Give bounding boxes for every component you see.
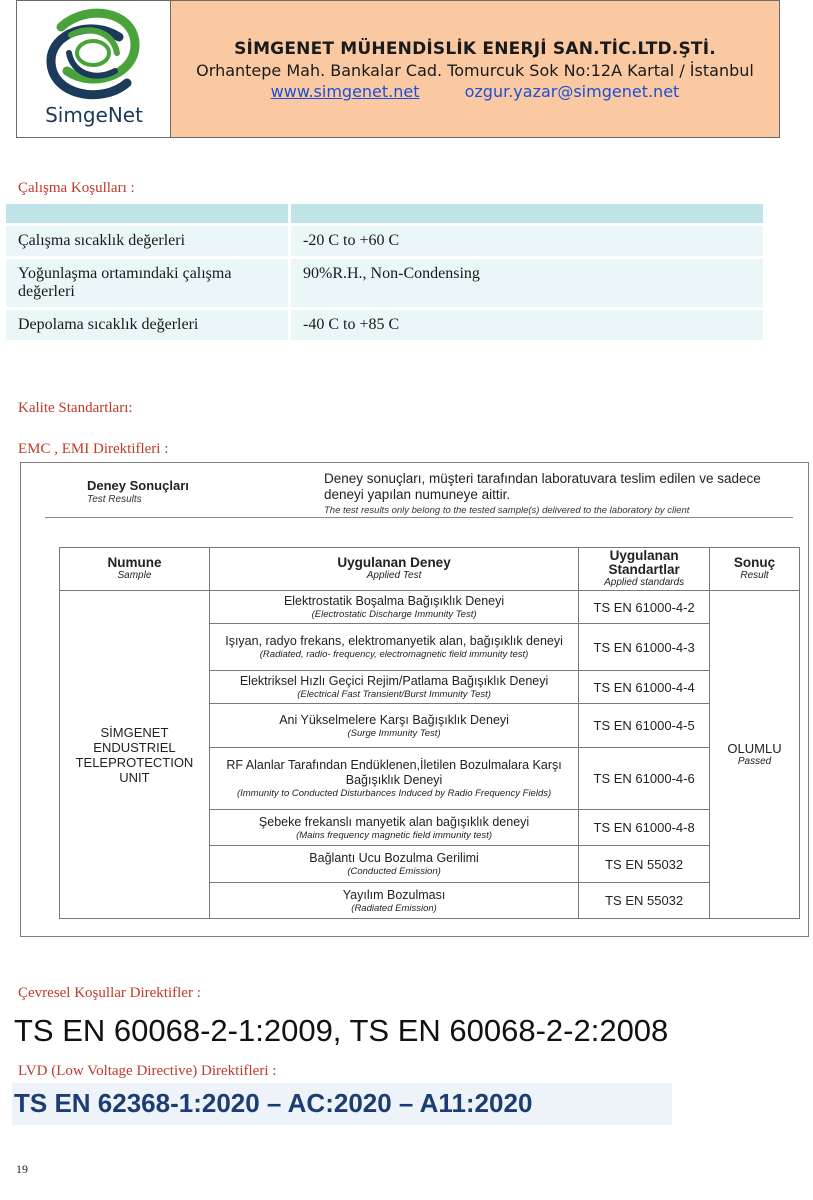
condition-label: Depolama sıcaklık değerleri	[6, 310, 291, 343]
standard-code: TS EN 61000-4-6	[579, 748, 710, 810]
working-conditions-table	[6, 204, 763, 343]
table-row	[6, 226, 763, 259]
environmental-heading: Çevresel Koşullar Direktifler :	[18, 985, 201, 1001]
email-link[interactable]: ozgur.yazar@simgenet.net	[464, 82, 680, 101]
test-results-panel	[20, 462, 809, 937]
logo-text: SimgeNet	[45, 103, 143, 127]
test-name: Bağlantı Ucu Bozulma Gerilimi (Conducted Emission)	[209, 846, 578, 883]
results-title: Deney Sonuçları	[87, 478, 189, 493]
results-subtitle: Test Results	[87, 494, 142, 505]
standard-code: TS EN 61000-4-8	[579, 810, 710, 846]
standard-code: TS EN 61000-4-5	[579, 704, 710, 748]
table-header-band	[6, 204, 763, 226]
result-cell: OLUMLU Passed	[710, 591, 800, 919]
test-name: Elektrostatik Boşalma Bağışıklık Deneyi (Electrostatic Discharge Immunity Test)	[209, 591, 578, 624]
standard-code: TS EN 61000-4-2	[579, 591, 710, 624]
results-description-en: The test results only belong to the tested sample(s) delivered to the laboratory by client	[324, 505, 690, 516]
condition-label: Çalışma sıcaklık değerleri	[6, 226, 291, 259]
col-sample: Numune Sample	[60, 548, 210, 591]
test-name: Şebeke frekanslı manyetik alan bağışıklık deneyi (Mains frequency magnetic field immunity test)	[209, 810, 578, 846]
logo-cell	[17, 1, 171, 137]
applied-tests-table	[59, 547, 800, 919]
company-links	[171, 82, 779, 101]
col-result: Sonuç Result	[710, 548, 800, 591]
lvd-heading: LVD (Low Voltage Directive) Direktifleri :	[18, 1063, 277, 1079]
condition-value: -20 C to +60 C	[291, 226, 763, 259]
emc-heading: EMC , EMI Direktifleri :	[18, 441, 169, 457]
test-name: Işıyan, radyo frekans, elektromanyetik alan, bağışıklık deneyi (Radiated, radio- frequency, electromagnetic field immunity test)	[209, 624, 578, 671]
col-standard: Uygulanan Standartlar Applied standards	[579, 548, 710, 591]
company-info	[171, 1, 779, 137]
standard-code: TS EN 55032	[579, 883, 710, 919]
condition-value: -40 C to +85 C	[291, 310, 763, 343]
condition-value: 90%R.H., Non-Condensing	[291, 259, 763, 310]
condition-label: Yoğunlaşma ortamındaki çalışma değerleri	[6, 259, 291, 310]
col-test: Uygulanan Deney Applied Test	[209, 548, 578, 591]
simgenet-logo-icon	[31, 5, 155, 101]
working-conditions-heading: Çalışma Koşulları :	[18, 180, 135, 196]
table-header-row	[60, 548, 800, 591]
test-name: Elektriksel Hızlı Geçici Rejim/Patlama Bağışıklık Deneyi (Electrical Fast Transient/Burst Immunity Test)	[209, 671, 578, 704]
standard-code: TS EN 61000-4-3	[579, 624, 710, 671]
test-name: Ani Yükselmelere Karşı Bağışıklık Deneyi (Surge Immunity Test)	[209, 704, 578, 748]
results-description: Deney sonuçları, müşteri tarafından laboratuvara teslim edilen ve sadece deneyi yapılan numuneye aittir.	[324, 471, 761, 502]
environmental-standards: TS EN 60068-2-1:2009, TS EN 60068-2-2:2008	[14, 1013, 669, 1048]
company-header	[16, 0, 780, 138]
company-address: Orhantepe Mah. Bankalar Cad. Tomurcuk Sok No:12A Kartal / İstanbul	[196, 61, 754, 80]
table-row	[60, 591, 800, 624]
lvd-standards: TS EN 62368-1:2020 – AC:2020 – A11:2020	[14, 1088, 533, 1118]
page-number: 19	[16, 1162, 28, 1176]
table-row	[6, 310, 763, 343]
company-name: SİMGENET MÜHENDİSLİK ENERJİ SAN.TİC.LTD.ŞTİ.	[234, 39, 716, 59]
divider	[45, 517, 793, 518]
test-name: Yayılım Bozulması (Radiated Emission)	[209, 883, 578, 919]
website-link[interactable]: www.simgenet.net	[270, 82, 420, 101]
standard-code: TS EN 55032	[579, 846, 710, 883]
sample-name: SİMGENET ENDUSTRIEL TELEPROTECTION UNIT	[60, 591, 210, 919]
standard-code: TS EN 61000-4-4	[579, 671, 710, 704]
table-row	[6, 259, 763, 310]
test-name: RF Alanlar Tarafından Endüklenen,İletilen Bozulmalara Karşı Bağışıklık Deneyi (Immunity to Conducted Disturbances Induced by Radio Frequency Fields)	[209, 748, 578, 810]
quality-standards-heading: Kalite Standartları:	[18, 400, 133, 416]
